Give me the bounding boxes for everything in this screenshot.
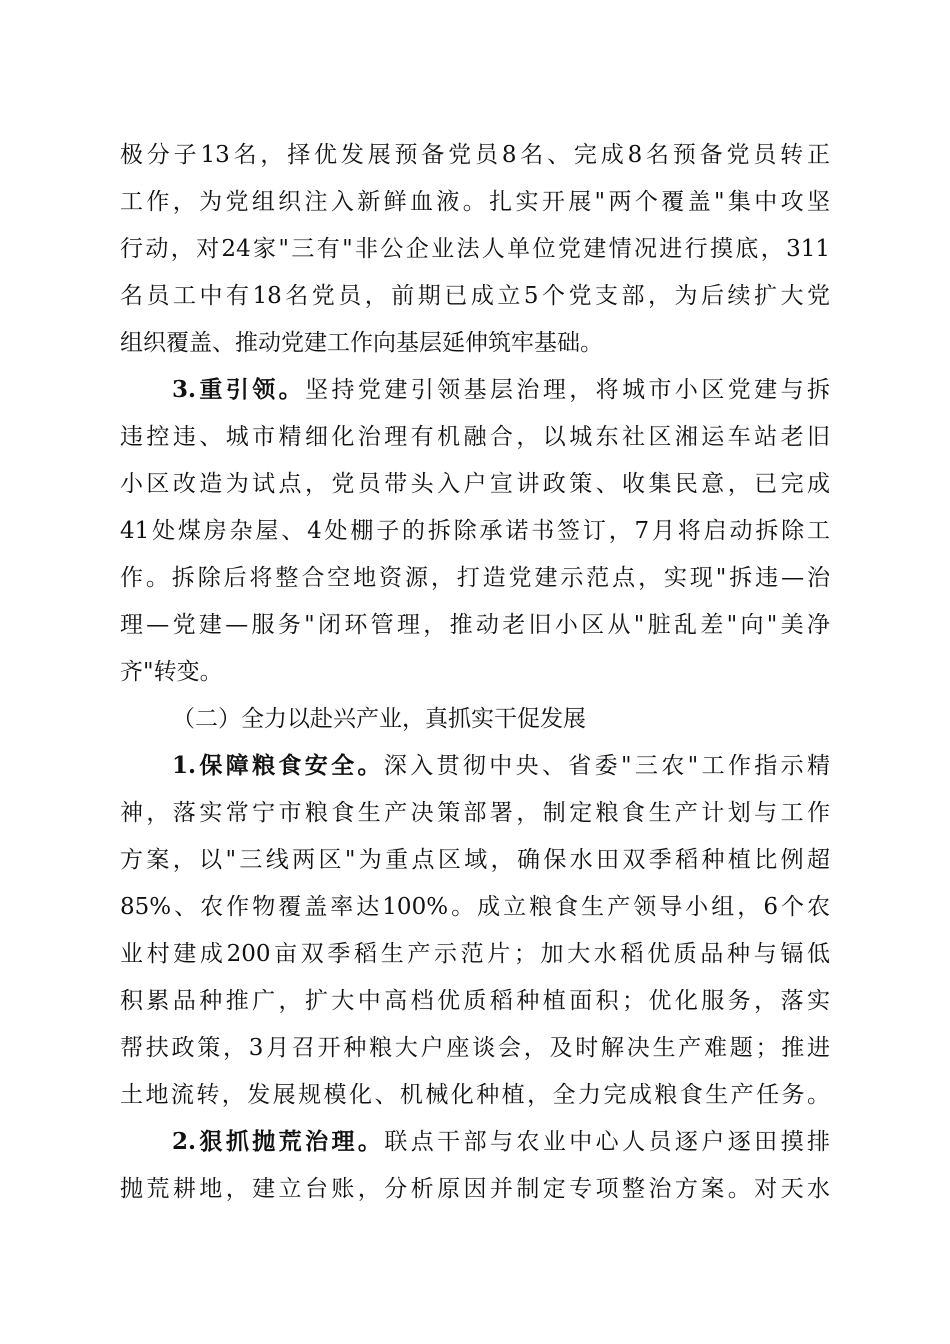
body-text-line: 41处煤房杂屋、4处棚子的拆除承诺书签订，7月将启动拆除工 [120, 518, 830, 544]
body-text: 联点干部与农业中心人员逐户逐田摸排 [384, 1129, 830, 1155]
body-text-line: 神，落实常宁市粮食生产决策部署，制定粮食生产计划与工作 [120, 800, 830, 826]
body-text-line: 齐"转变。 [120, 659, 223, 685]
item-lead-title: 3.重引领。 [172, 376, 306, 403]
body-text-line: 积累品种推广，扩大中高档优质稻种植面积；优化服务，落实 [120, 988, 830, 1014]
body-text-line: 土地流转，发展规模化、机械化种植，全力完成粮食生产任务。 [120, 1082, 830, 1108]
body-text-line: 小区改造为试点，党员带头入户宣讲政策、收集民意，已完成 [120, 471, 830, 497]
item-lead-title: 1.保障粮食安全。 [172, 752, 384, 779]
body-text-line: 组织覆盖、推动党建工作向基层延伸筑牢基础。 [120, 330, 603, 356]
item-lead-title: 2.狠抓抛荒治理。 [172, 1128, 385, 1155]
body-text-line: 方案，以"三线两区"为重点区域，确保水田双季稻种植比例超 [120, 847, 830, 873]
body-text: 坚持党建引领基层治理，将城市小区党建与拆 [305, 377, 830, 403]
body-text-line: 帮扶政策，3月召开种粮大户座谈会，及时解决生产难题；推进 [120, 1035, 830, 1061]
body-text-line: 行动，对24家"三有"非公企业法人单位党建情况进行摸底，311 [120, 236, 830, 262]
body-text-line: 违控违、城市精细化治理有机融合，以城东社区湘运车站老旧 [120, 424, 830, 450]
body-text-line: 作。拆除后将整合空地资源，打造党建示范点，实现"拆违—治 [120, 565, 830, 591]
body-text-line: 业村建成200亩双季稻生产示范片；加大水稻优质品种与镉低 [120, 941, 830, 967]
body-text-line-lead [172, 1127, 830, 1157]
body-text-line: 名员工中有18名党员，前期已成立5个党支部，为后续扩大党 [120, 283, 830, 309]
body-text-line-lead [172, 751, 830, 781]
body-text-line: 抛荒耕地，建立台账，分析原因并制定专项整治方案。对天水 [120, 1176, 830, 1202]
section-heading: （二）全力以赴兴产业，真抓实干促发展 [172, 706, 586, 732]
body-text-line: 极分子13名，择优发展预备党员8名、完成8名预备党员转正 [120, 142, 830, 168]
body-text-line: 理—党建—服务"闭环管理，推动老旧小区从"脏乱差"向"美净 [120, 612, 830, 638]
body-text-line-lead [172, 375, 830, 405]
body-text-line: 85%、农作物覆盖率达100%。成立粮食生产领导小组，6个农 [120, 894, 830, 920]
body-text-line: 工作，为党组织注入新鲜血液。扎实开展"两个覆盖"集中攻坚 [120, 189, 830, 215]
body-text: 深入贯彻中央、省委"三农"工作指示精 [383, 753, 830, 779]
